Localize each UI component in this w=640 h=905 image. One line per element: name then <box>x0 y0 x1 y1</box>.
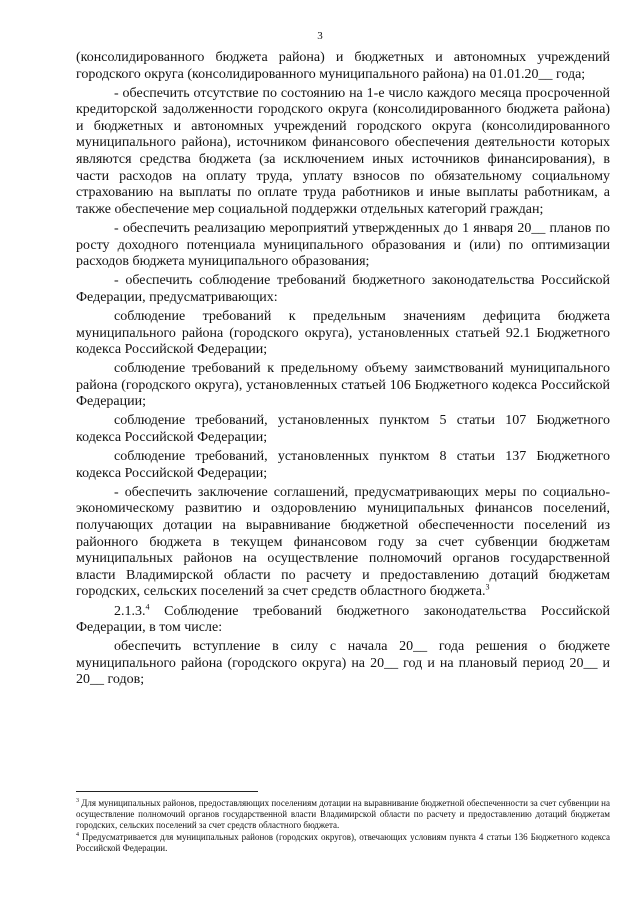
document-body <box>76 50 610 691</box>
footnote-text: Для муниципальных районов, предоставляющих поселениям дотации на выравнивание бюджетной обеспеченности за счет субвенции на осуществление полномочий органов государственной власти Владимирской области по расчету и предоставлению дотаций бюджетам городских, сельских поселений за счет средств областного бюджета. <box>76 798 610 831</box>
footnote-mark: 3 <box>76 798 79 804</box>
footnote-ref-3[interactable]: 3 <box>485 582 490 592</box>
footnotes <box>76 798 610 854</box>
paragraph-10 <box>76 601 610 637</box>
footnote-mark: 4 <box>76 831 79 838</box>
page-number: 3 <box>317 30 323 42</box>
section-number: 2.1.3. <box>114 603 146 619</box>
footnote-3 <box>76 798 610 832</box>
paragraph-7 <box>76 413 610 446</box>
paragraph-text: обеспечить вступление в силу с начала 20__ года решения о бюджете муниципального района (городского округа) на 20__ год и на плановый период 20__ и 20__ годов; <box>76 639 610 688</box>
paragraph-3 <box>76 221 610 271</box>
paragraph-text: - обеспечить реализацию мероприятий утвержденных до 1 января 20__ планов по росту доходного потенциала муниципального образования и (или) по оптимизации расходов бюджета муниципального образования; <box>76 220 610 270</box>
paragraph-text: Соблюдение требований бюджетного законодательства Российской Федерации, в том числе: <box>76 603 610 636</box>
paragraph-2 <box>76 86 610 219</box>
footnote-4 <box>76 832 610 854</box>
footnote-divider <box>76 791 258 792</box>
paragraph-5 <box>76 309 610 359</box>
footnote-text: Предусматривается для муниципальных районов (городских округов), отвечающих условиям пункта 4 статьи 136 Бюджетного кодекса Российской Федерации. <box>76 831 610 853</box>
paragraph-text: - обеспечить заключение соглашений, предусматривающих меры по социально-экономическому развитию и оздоровлению муниципальных финансов поселений, получающих дотации на выравнивание бюджетной обеспеченности поселений из районного бюджета в текущем финансовом году за счет субвенции бюджетам муниципальных районов на осуществление полномочий органов государственной власти Владимирской области по расчету и предоставлению дотаций бюджетам городских, сельских поселений за счет средств областного бюджета. <box>76 484 610 600</box>
paragraph-6 <box>76 361 610 411</box>
paragraph-4 <box>76 273 610 306</box>
footnote-ref-4[interactable]: 4 <box>145 601 150 611</box>
paragraph-text: соблюдение требований к предельным значениям дефицита бюджета муниципального района (городского округа), установленных статьей 92.1 Бюджетного кодекса Российской Федерации; <box>76 308 610 358</box>
paragraph-text: соблюдение требований, установленных пунктом 8 статьи 137 Бюджетного кодекса Российской Федерации; <box>76 449 610 481</box>
paragraph-text: соблюдение требований, установленных пунктом 5 статьи 107 Бюджетного кодекса Российской Федерации; <box>76 413 610 446</box>
paragraph-text: соблюдение требований к предельному объему заимствований муниципального района (городского округа), установленных статьей 106 Бюджетного кодекса Российской Федерации; <box>76 361 610 410</box>
paragraph-text: - обеспечить соблюдение требований бюджетного законодательства Российской Федерации, предусматривающих: <box>76 273 610 305</box>
paragraph-8 <box>76 449 610 482</box>
paragraph-11 <box>76 639 610 689</box>
paragraph-1 <box>76 50 610 83</box>
paragraph-9 <box>76 485 610 601</box>
paragraph-text: (консолидированного бюджета района) и бюджетных и автономных учреждений городского округа (консолидированного муниципального района) на 01.01.20__ года; <box>76 50 610 82</box>
paragraph-text: - обеспечить отсутствие по состоянию на 1-е число каждого месяца просроченной кредиторской задолженности городского округа (консолидированного бюджета района) и бюджетных и автономных учреждений городского округа (консолидированного муниципального района), источником финансового обеспечения деятельности которых являются средства бюджета (за исключением иных источников финансирования), в части расходов на оплату труда, уплату взносов по обязательному социальному страхованию на выплаты по оплате труда работников и иные выплаты работникам, а также обеспечение мер социальной поддержки отдельных категорий граждан; <box>76 85 610 217</box>
